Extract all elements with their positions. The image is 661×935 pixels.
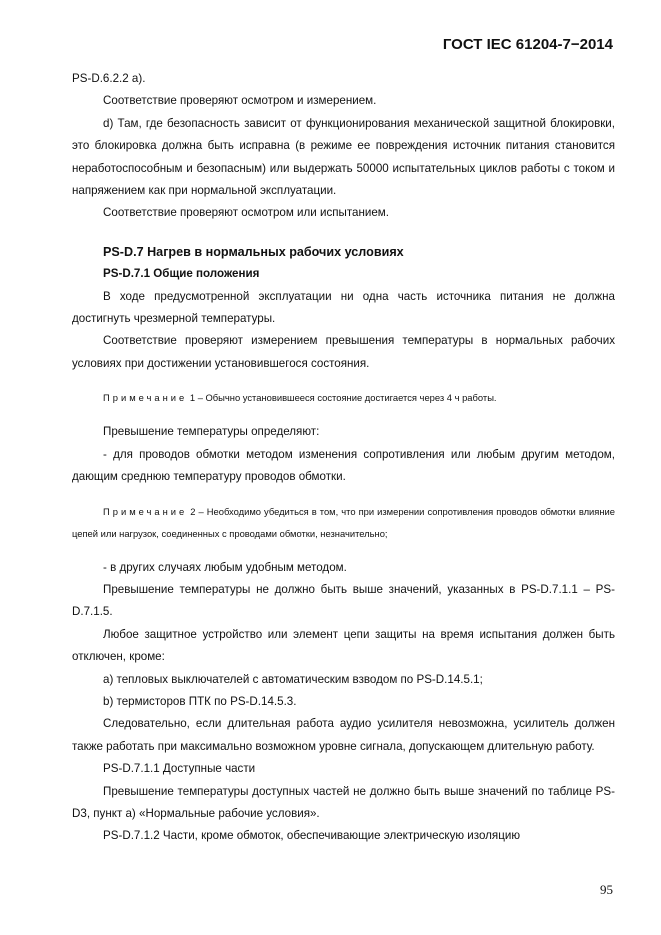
paragraph: Соответствие проверяют осмотром или испытанием.	[103, 206, 389, 220]
paragraph: - для проводов обмотки методом изменения сопротивления или любым другим методом, дающим среднюю температуру проводов обмотки.	[72, 447, 615, 484]
paragraph: В ходе предусмотренной эксплуатации ни одна часть источника питания не должна достигнуть чрезмерной температуры.	[72, 289, 615, 326]
note-label: Примечание	[103, 505, 188, 517]
note-text: 1 – Обычно установившееся состояние достигается через 4 ч работы.	[187, 392, 497, 404]
list-item: b) термисторов ПТК по PS-D.14.5.3.	[103, 694, 297, 708]
subsection-heading: PS-D.7.1.1 Доступные части	[103, 762, 256, 776]
subsection-heading: PS-D.7.1 Общие положения	[103, 267, 260, 281]
note-label: Примечание	[103, 392, 188, 404]
subsection-heading: PS-D.7.1.2 Части, кроме обмоток, обеспечивающие электрическую изоляцию	[103, 829, 521, 843]
note	[72, 501, 615, 545]
document-body	[72, 68, 615, 848]
list-item: а) тепловых выключателей с автоматическим взводом по PS-D.14.5.1;	[103, 672, 483, 686]
paragraph: Соответствие проверяют измерением превышения температуры в нормальных рабочих условиях при достижении установившегося состояния.	[72, 334, 615, 370]
section-heading: PS-D.7 Нагрев в нормальных рабочих условиях	[103, 244, 404, 259]
paragraph: Следовательно, если длительная работа аудио усилителя невозможна, усилитель должен также работать при максимально возможном уровне сигнала, допускающем длительную работу.	[72, 717, 615, 753]
note-text: 2 – Необходимо убедиться в том, что при измерении сопротивления проводов обмотки влияние цепей или нагрузок, соединенных с проводами обмотки, незначительно;	[72, 505, 615, 539]
spacer	[72, 409, 615, 421]
page-number: 95	[600, 882, 613, 897]
paragraph: d) Там, где безопасность зависит от функционирования механической защитной блокировки, это блокировка должна быть исправна (в режиме ее повреждения источник питания становится неработоспособным и безопасным) или выдержать 50000 испытательных циклов работы с током и напряжением как при нормальной эксплуатации.	[72, 116, 615, 198]
document-header: ГОСТ IEC 61204-7−2014	[442, 36, 613, 53]
spacer	[72, 545, 615, 557]
paragraph: Любое защитное устройство или элемент цепи защиты на время испытания должен быть отключен, кроме:	[72, 627, 615, 664]
paragraph: - в других случаях любым удобным методом.	[103, 560, 347, 574]
paragraph: Превышение температуры определяют:	[103, 425, 320, 439]
paragraph: Соответствие проверяют осмотром и измерением.	[103, 94, 377, 108]
spacer	[72, 225, 615, 241]
note	[72, 387, 615, 409]
paragraph: Превышение температуры доступных частей не должно быть выше значений по таблице PS-D3, пункт а) «Нормальные рабочие условия».	[72, 784, 615, 820]
spacer	[72, 489, 615, 501]
paragraph: Превышение температуры не должно быть выше значений, указанных в PS-D.7.1.1 – PS-D.7.1.5.	[72, 582, 615, 619]
spacer	[72, 375, 615, 387]
paragraph: PS-D.6.2.2 а).	[72, 72, 146, 85]
